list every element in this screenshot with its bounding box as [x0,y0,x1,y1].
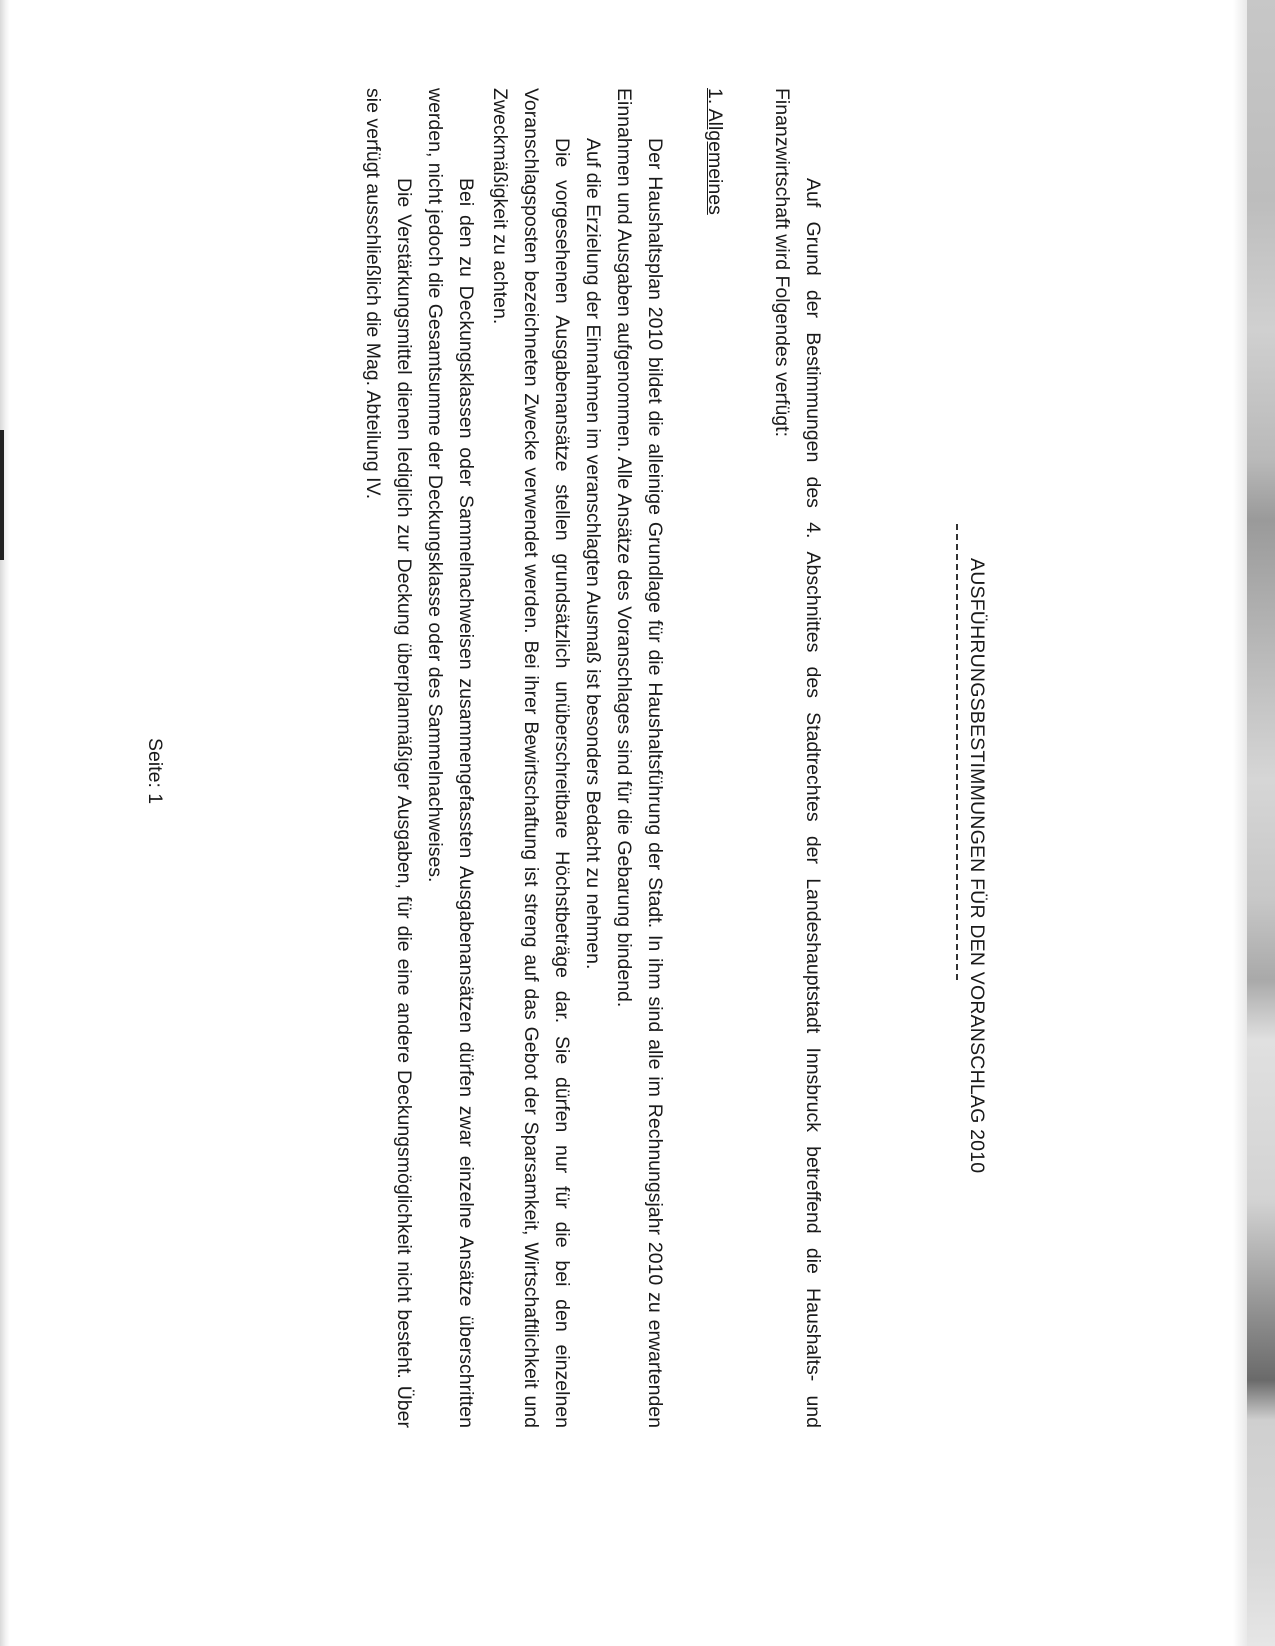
paragraph-haushaltsplan: Der Haushaltsplan 2010 bildet die alleinige Grundlage für die Haushaltsführung der Stadt. In ihm sind alle im Rechnungsjahr 2010 zu erwartenden Einnahmen und Ausgaben aufgenommen. Alle Ansätze des Voranschlages sind für die Gebarung bindend. [613,88,666,1428]
scan-edge-left [0,0,10,1646]
paragraph-deckungsklassen: Bei den zu Deckungsklassen oder Sammelnachweisen zusammengefassten Ausgabenansätzen dürfen zwar einzelne Ansätze überschritten werden, nicht jedoch die Gesamtsumme der Deckungsklasse oder des Sammelnachweises. [424,88,477,1428]
document-page [40,88,1000,1468]
paragraph-verstaerkungsmittel: Die Verstärkungsmittel dienen lediglich zur Deckung überplanmäßiger Ausgaben, für die eine andere Deckungsmöglichkeit nicht besteht. Über sie verfügt ausschließlich die Mag. Abteilung IV. [362,88,415,1428]
paragraph-ausgabenansaetze: Die vorgesehenen Ausgabenansätze stellen grundsätzlich unüberschreitbare Höchstbeträge dar. Sie dürfen nur für die bei den einzelnen Voranschlagsposten bezeichneten Zwecke verwendet werden. Bei ihrer Bewirtschaftung ist streng auf das Gebot der Sparsamkeit, Wirtschaftlichkeit und Zweckmäßigkeit zu achten. [489,88,573,1428]
title-underline [956,524,958,980]
scan-edge-right [1247,0,1275,1646]
scan-edge-mark [0,430,4,560]
page-number: Seite: 1 [144,738,166,805]
intro-paragraph: Auf Grund der Bestimmungen des 4. Abschnittes des Stadtrechtes der Landeshauptstadt Innsbruck betreffend die Haushalts- und Finanzwirtschaft wird Folgendes verfügt: [771,88,824,1428]
document-title: AUSFÜHRUNGSBESTIMMUNGEN FÜR DEN VORANSCHLAG 2010 [966,558,988,1174]
paragraph-einnahmen: Auf die Erzielung der Einnahmen im veranschlagten Ausmaß ist besonders Bedacht zu nehmen. [582,138,604,970]
section-heading: 1. Allgemeines [704,88,726,215]
